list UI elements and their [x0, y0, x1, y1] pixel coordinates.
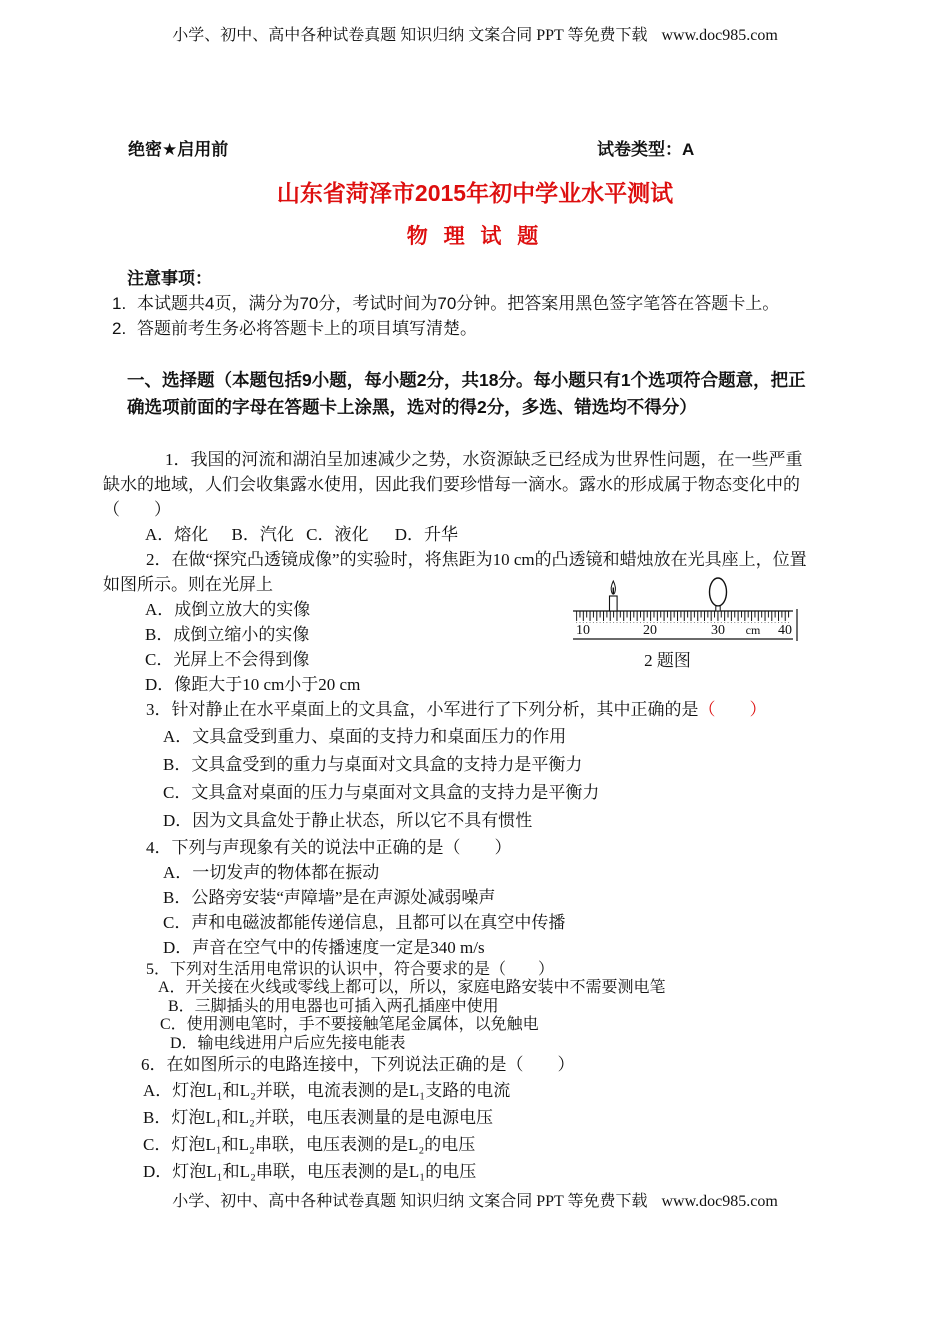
svg-text:30: 30: [711, 623, 725, 638]
section-heading: 一、选择题（本题包括9小题，每小题2分，共18分。每小题只有1个选项符合题意，把正确选项前面的字母在答题卡上涂黑，选对的得2分，多选、错选均不得分）: [127, 370, 806, 417]
option-item: A．熔化: [145, 525, 209, 544]
figure-caption: 2 题图: [644, 651, 691, 670]
option-item: D．灯泡L₁和L₂串联，电压表测的是L₁的电压: [143, 1162, 477, 1181]
question-options: [103, 723, 815, 835]
header-note: 小学、初中、高中各种试卷真题 知识归纳 文案合同 PPT 等免费下载: [172, 27, 648, 44]
option-item: C．使用测电笔时，手不要接触笔尾金属体，以免触电: [160, 1016, 539, 1033]
notice-item: [112, 316, 950, 341]
option-item: C．文具盒对桌面的压力与桌面对文具盒的支持力是平衡力: [163, 783, 600, 802]
notice-item-number: 1.: [112, 294, 127, 313]
option-item: B．公路旁安装“声障墙”是在声源处减弱噪声: [163, 888, 496, 907]
option-item: D．像距大于10 cm小于20 cm: [145, 675, 361, 694]
question-stem: 4．下列与声现象有关的说法中正确的是（ ）: [146, 838, 512, 857]
option-item: B．灯泡L₁和L₂并联，电压表测量的是电源电压: [143, 1108, 493, 1127]
question-options: [103, 1077, 815, 1185]
option-item: A．开关接在火线或零线上都可以，所以，家庭电路安装中不需要测电笔: [158, 979, 666, 996]
question-options: [103, 979, 815, 1053]
question-options: [103, 522, 815, 547]
option-item: B．文具盒受到的重力与桌面对文具盒的支持力是平衡力: [163, 755, 583, 774]
option-item: D．因为文具盒处于静止状态，所以它不具有惯性: [163, 811, 533, 830]
svg-text:40: 40: [778, 623, 792, 638]
optical-bench-figure: [573, 577, 807, 673]
option-item: C．光屏上不会得到像: [145, 650, 310, 669]
answer-blank: （ ）: [698, 700, 767, 719]
option-item: C．声和电磁波都能传递信息，且都可以在真空中传播: [163, 913, 566, 932]
option-item: D．升华: [394, 525, 458, 544]
secrecy-row: [0, 135, 950, 159]
notice-heading: 注意事项：: [127, 269, 212, 288]
option-item: C．液化: [306, 525, 369, 544]
page-title: 山东省菏泽市2015年初中学业水平测试: [276, 180, 674, 206]
option-item: B．成倒立缩小的实像: [145, 625, 310, 644]
page-subtitle: 物 理 试 题: [406, 225, 544, 248]
candle-icon: [610, 581, 618, 611]
header-url: www.doc985.com: [661, 27, 778, 44]
notice-item-text: 本试题共4页，满分为70分，考试时间为70分钟。把答案用黑色签字笔答在答题卡上。: [137, 294, 780, 313]
option-item: D．声音在空气中的传播速度一定是340 m/s: [163, 938, 485, 957]
question-options: [103, 860, 815, 960]
question-stem: 1．我国的河流和湖泊呈加速减少之势，水资源缺乏已经成为世界性问题，在一些严重缺水的地域，人们会收集露水使用，因此我们要珍惜每一滴水。露水的形成属于物态变化中的（ ）: [103, 450, 803, 519]
question-stem: [103, 697, 815, 723]
question-5: [103, 960, 815, 1053]
svg-text:20: 20: [643, 623, 657, 638]
notice-item-text: 答题前考生务必将答题卡上的项目填写清楚。: [137, 319, 477, 338]
question-6: [103, 1053, 815, 1185]
notice-item: [112, 291, 950, 316]
footer-url: www.doc985.com: [661, 1193, 778, 1210]
option-item: A．文具盒受到重力、桌面的支持力和桌面压力的作用: [163, 727, 567, 746]
option-item: A．一切发声的物体都在振动: [163, 863, 380, 882]
question-4: [103, 835, 815, 960]
footer-note: 小学、初中、高中各种试卷真题 知识归纳 文案合同 PPT 等免费下载: [172, 1193, 648, 1210]
paper-type-label: 试卷类型：A: [597, 140, 695, 159]
classification-label: 绝密★启用前: [128, 140, 229, 159]
option-item: C．灯泡L₁和L₂串联，电压表测的是L₂的电压: [143, 1135, 476, 1154]
question-stem-text: 3．针对静止在水平桌面上的文具盒，小军进行了下列分析，其中正确的是: [146, 700, 699, 719]
option-item: A．成倒立放大的实像: [145, 600, 311, 619]
option-item: D．输电线进用户后应先接电能表: [170, 1034, 406, 1052]
optical-bench-drawing: [573, 577, 807, 647]
svg-text:10: 10: [576, 623, 590, 638]
page-footer: [0, 1191, 950, 1213]
notice-item-number: 2.: [112, 319, 127, 338]
question-stem: 6．在如图所示的电路连接中，下列说法正确的是（ ）: [141, 1055, 575, 1074]
question-stem: 5．下列对生活用电常识的认识中，符合要求的是（ ）: [146, 961, 555, 978]
option-item: A．灯泡L₁和L₂并联，电流表测的是L₁支路的电流: [143, 1081, 511, 1100]
question-2: [103, 547, 815, 697]
page-header: [0, 0, 950, 47]
ruler-scale: [573, 609, 797, 641]
option-item: B．三脚插头的用电器也可插入两孔插座中使用: [168, 997, 499, 1015]
lens-icon: [710, 578, 727, 611]
question-3: [103, 697, 815, 835]
option-item: B．汽化: [231, 525, 294, 544]
question-1: [103, 447, 815, 547]
svg-text:cm: cm: [745, 623, 761, 637]
question-stem: 2．在做“探究凸透镜成像”的实验时，将焦距为10 cm的凸透镜和蜡烛放在光具座上，位置如图所示。则在光屏上: [103, 550, 807, 594]
